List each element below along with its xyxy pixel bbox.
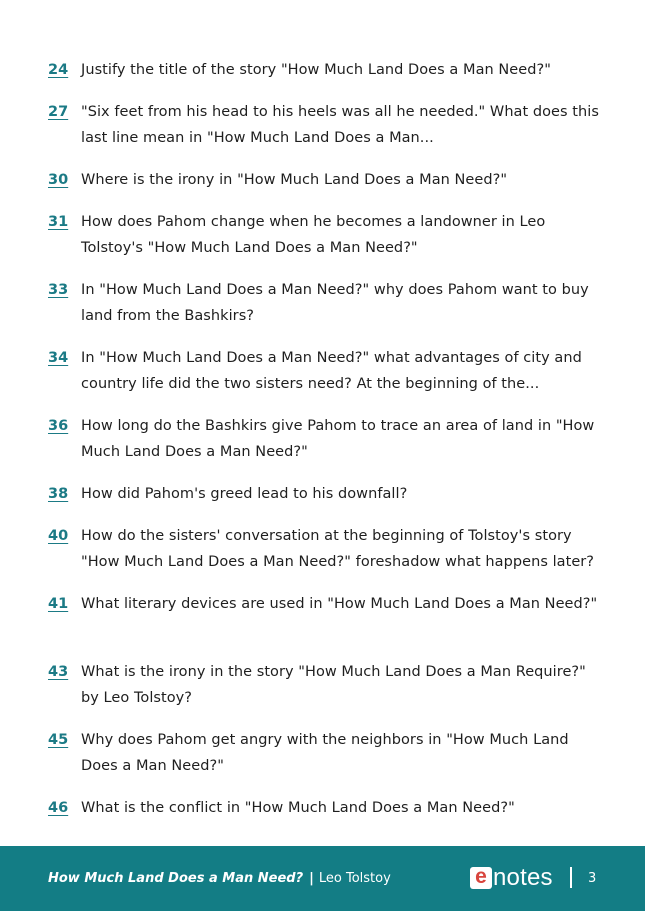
list-item xyxy=(48,523,608,575)
question-number-link[interactable]: 30 xyxy=(48,172,69,188)
list-item xyxy=(48,345,608,397)
list-item xyxy=(48,591,608,617)
question-number-link[interactable]: 45 xyxy=(48,732,69,748)
footer-separator: | xyxy=(309,871,314,886)
question-text: Justify the title of the story "How Much Land Does a Man Need?" xyxy=(81,62,551,78)
enotes-logo-icon: e xyxy=(470,867,492,889)
question-text: In "How Much Land Does a Man Need?" what advantages of city and country life did the two sisters need? At the beginning of the... xyxy=(81,350,582,392)
list-item xyxy=(48,57,608,83)
question-number-link[interactable]: 31 xyxy=(48,214,69,230)
question-number-link[interactable]: 34 xyxy=(48,350,69,366)
question-text: How did Pahom's greed lead to his downfall? xyxy=(81,486,408,502)
question-number-link[interactable]: 33 xyxy=(48,282,69,298)
list-item xyxy=(48,413,608,465)
question-text: How long do the Bashkirs give Pahom to trace an area of land in "How Much Land Does a Man Need?" xyxy=(81,418,595,460)
question-text: Where is the irony in "How Much Land Does a Man Need?" xyxy=(81,172,508,188)
list-item xyxy=(48,727,608,779)
question-number-link[interactable]: 43 xyxy=(48,664,69,680)
question-text: How do the sisters' conversation at the beginning of Tolstoy's story "How Much Land Does a Man Need?" foreshadow what happens later? xyxy=(81,528,595,570)
question-text: What is the irony in the story "How Much Land Does a Man Require?" by Leo Tolstoy? xyxy=(81,664,586,706)
footer-book-title: How Much Land Does a Man Need? xyxy=(48,871,304,886)
question-number-link[interactable]: 27 xyxy=(48,104,69,120)
enotes-logo-wordmark: notes xyxy=(493,864,553,891)
question-number-link[interactable]: 46 xyxy=(48,800,69,816)
question-number-link[interactable]: 38 xyxy=(48,486,69,502)
footer-divider xyxy=(570,867,572,888)
question-text: In "How Much Land Does a Man Need?" why does Pahom want to buy land from the Bashkirs? xyxy=(81,282,589,324)
list-item xyxy=(48,481,608,507)
list-item xyxy=(48,659,608,711)
page-number: 3 xyxy=(588,871,597,886)
question-number-link[interactable]: 24 xyxy=(48,62,69,78)
list-item xyxy=(48,99,608,151)
question-text: "Six feet from his head to his heels was all he needed." What does this last line mean in "How Much Land Does a Man... xyxy=(81,104,599,146)
question-text: Why does Pahom get angry with the neighbors in "How Much Land Does a Man Need?" xyxy=(81,732,569,774)
footer-title xyxy=(48,870,391,888)
question-number-link[interactable]: 36 xyxy=(48,418,69,434)
list-item xyxy=(48,167,608,193)
page-footer xyxy=(0,846,645,911)
question-number-link[interactable]: 41 xyxy=(48,596,69,612)
list-item xyxy=(48,209,608,261)
question-text: What literary devices are used in "How Much Land Does a Man Need?" xyxy=(81,596,598,612)
footer-author: Leo Tolstoy xyxy=(318,871,391,886)
question-number-link[interactable]: 40 xyxy=(48,528,69,544)
question-text: How does Pahom change when he becomes a landowner in Leo Tolstoy's "How Much Land Does a Man Need?" xyxy=(81,214,546,256)
list-item xyxy=(48,795,608,821)
list-item xyxy=(48,277,608,329)
enotes-logo[interactable] xyxy=(470,866,553,890)
question-text: What is the conflict in "How Much Land Does a Man Need?" xyxy=(81,800,515,816)
